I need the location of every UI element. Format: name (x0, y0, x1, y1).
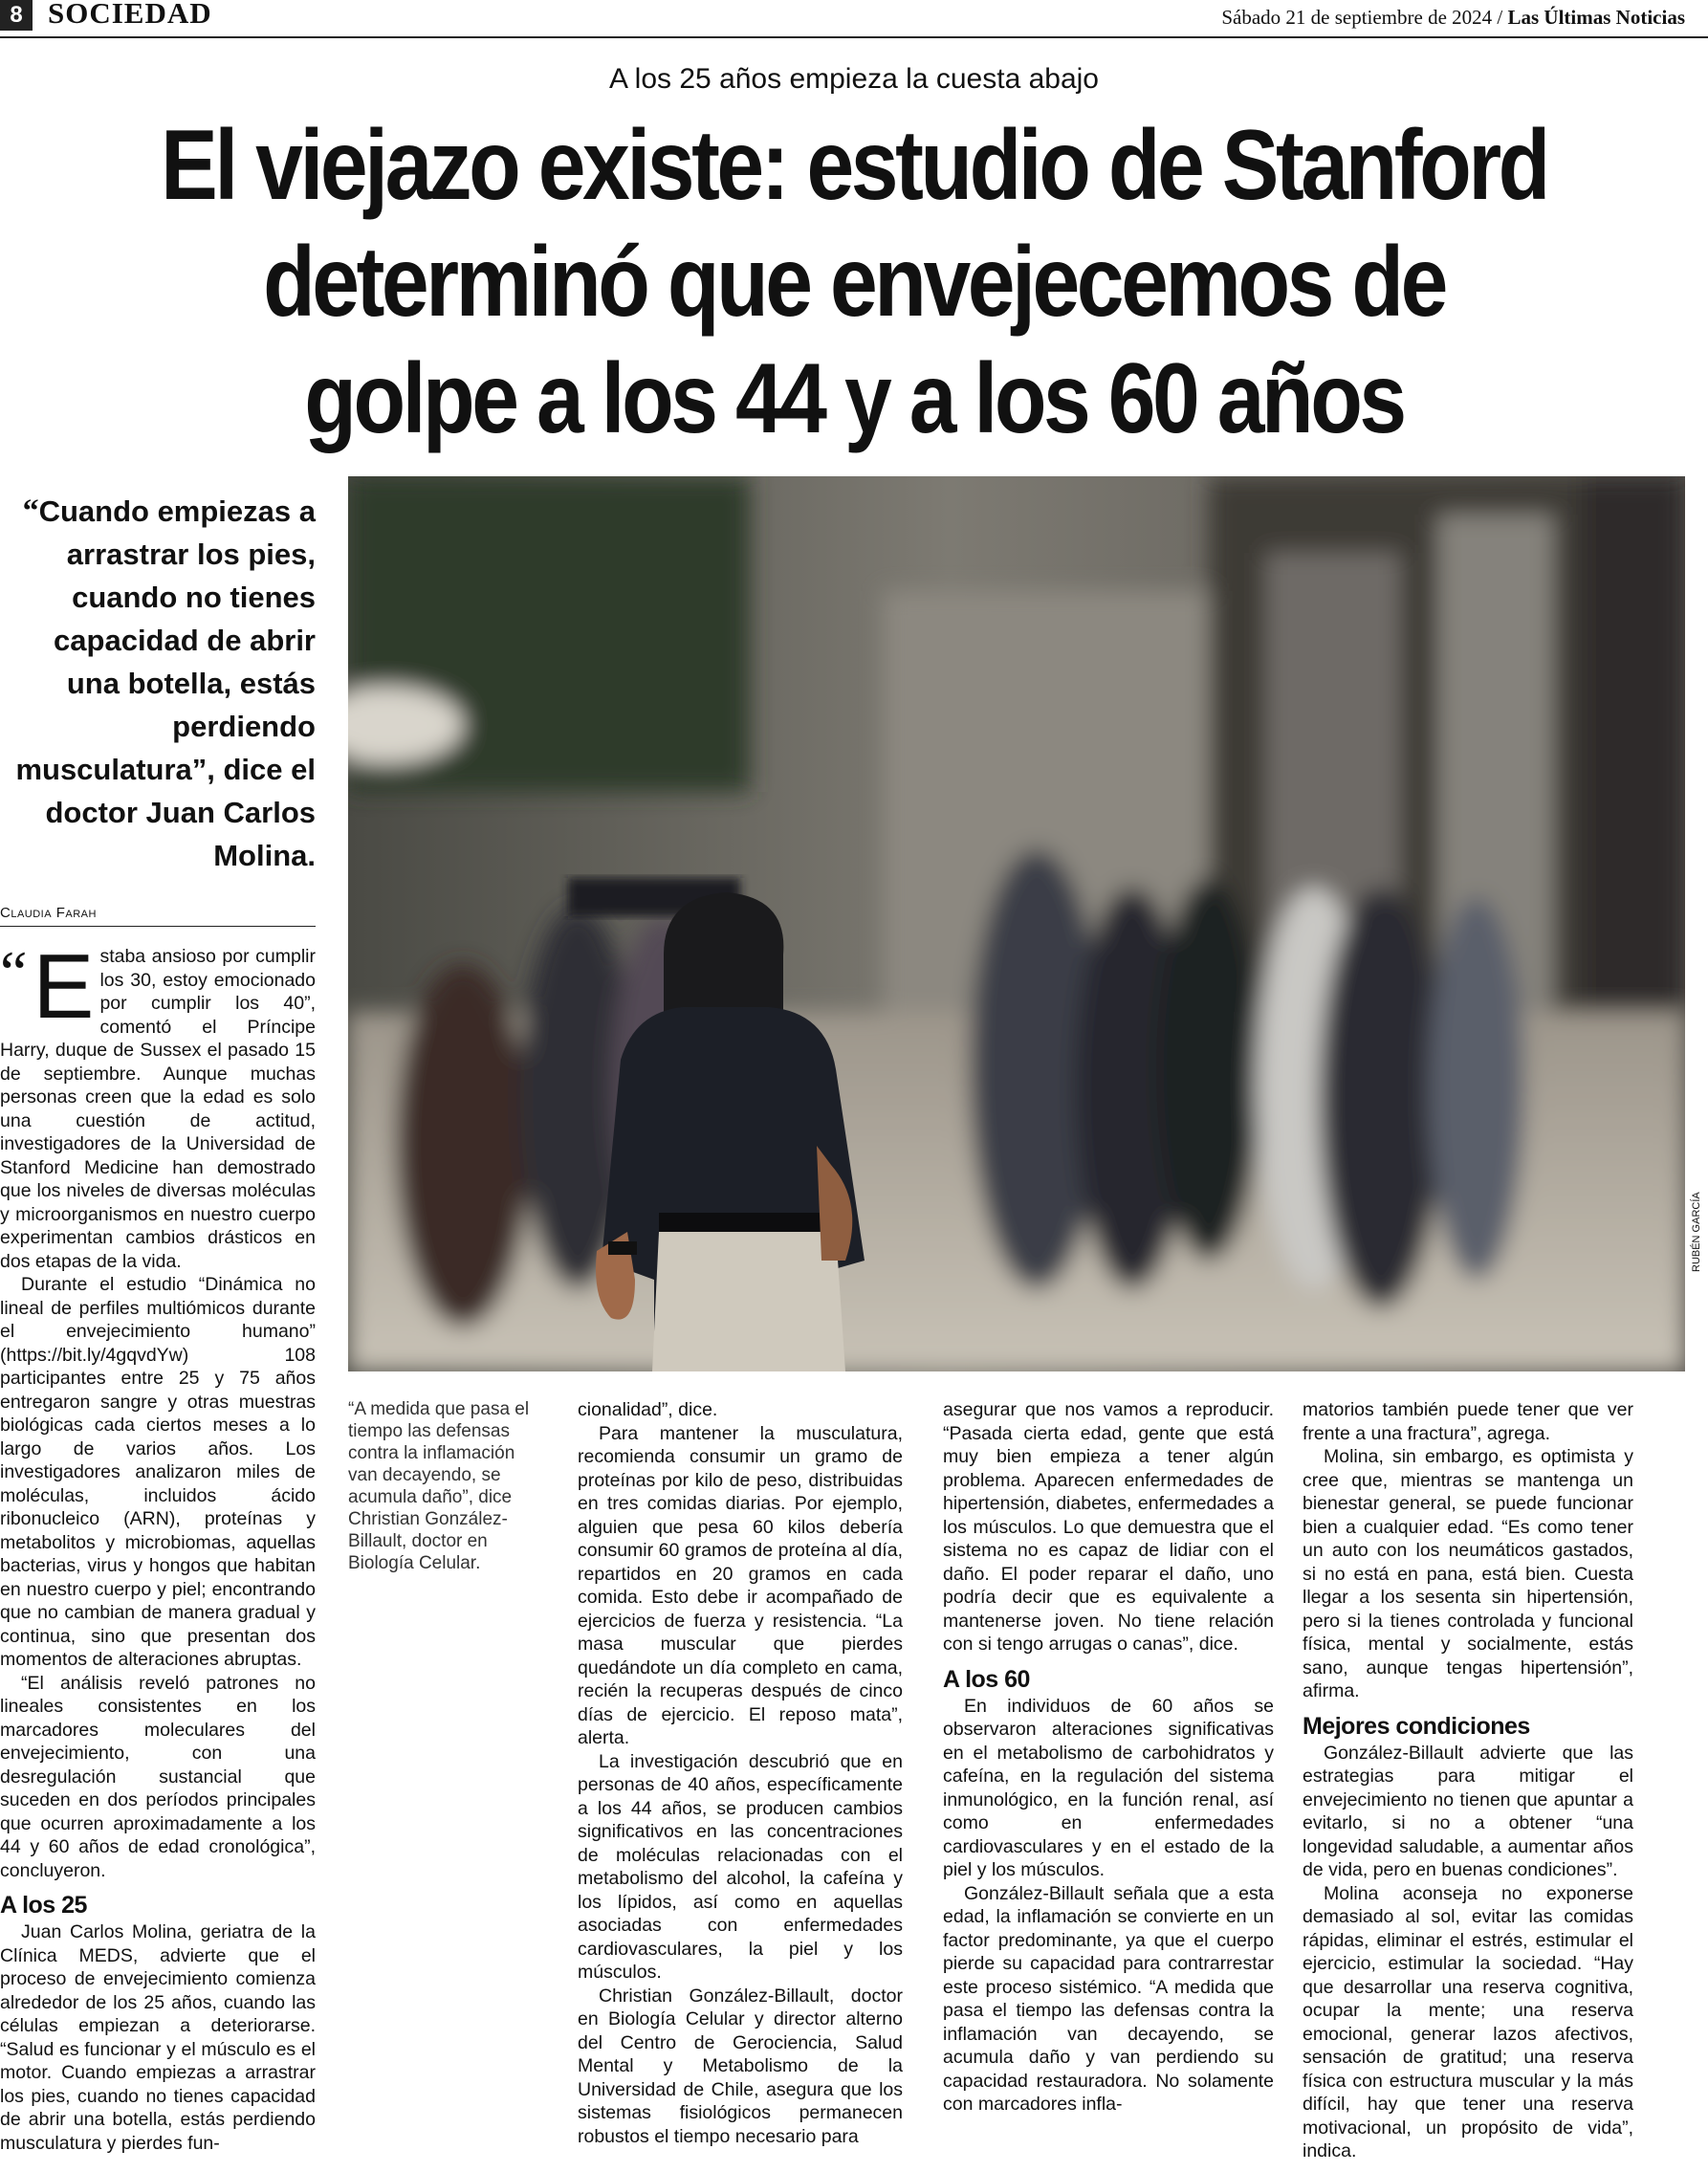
subhead: A los 25 (0, 1892, 87, 1919)
subhead: Mejores condiciones (1303, 1712, 1530, 1740)
paragraph: Durante el estudio “Dinámica no lineal de perfiles multiómicos durante el envejecimiento humano” (https://bit.ly/4gqvdYw) 108 participantes entre 25 y 75 años entregaron sangre y otras muestras biológicas cada ciertos meses a lo largo de varios años. Los investigadores analizaron miles de moléculas, incluidos ácido ribonucleico (ARN), proteínas y metabolitos y microbiomas, aquellas bacterias, virus y hongos que habitan en nuestro cuerpo y piel; encontrando que no cambian de manera gradual y continua, sino que presentan dos momentos de alteraciones abruptas. (0, 1274, 316, 1670)
dateline (1221, 6, 1685, 30)
page-number: 8 (0, 0, 33, 31)
photo-credit: RUBÉN GARCÍA (1691, 1192, 1702, 1272)
paragraph: “El análisis reveló patrones no lineales consistentes en los marcadores moleculares del envejecimiento, con una desregulación sustancial que suceden en dos períodos principales que ocurren aproximadamente a los 44 y 60 años de edad cronológica”, concluyeron. (0, 1672, 316, 1881)
issue-date: Sábado 21 de septiembre de 2024 / (1221, 6, 1503, 29)
paragraph: González-Billault señala que a esta edad, la inflamación se convierte en un factor predominante, ya que el cuerpo pierde su capacidad para contrarrestar este proceso sistémico. “A medida que pasa el tiempo las defensas contra la inflamación van decayendo, se acumula daño y van perdiendo su capacidad restauradora. No solamente con marcadores infla- (943, 1882, 1274, 2115)
paragraph-text: staba ansioso por cumplir los 30, estoy emocionado por cumplir los 40”, comentó el Príncipe Harry, duque de Sussex el pasado 15 de septiembre. Aunque muchas personas creen que la edad es solo una cuestión de actitud, investigadores de la Universidad de Stanford Medicine han demostrado que los niveles de diversas moléculas y microorganismos en nuestro cuerpo experimentan cambios drásticos en dos etapas de la vida. (0, 946, 316, 1272)
article-column-1 (0, 935, 316, 2155)
paragraph: matorios también puede tener que ver frente a una fractura”, agrega. (1303, 1399, 1633, 1444)
header-rule (0, 36, 1708, 38)
lead-paragraph (0, 935, 316, 1273)
paragraph: La investigación descubrió que en personas de 40 años, específicamente a los 44 años, se producen cambios significativos en las concentraciones de moléculas relacionadas con el metabolismo del alcohol, la cafeína y los lípidos, así como en aquellas asociadas con enfermedades cardiovasculares, la piel y los músculos. (578, 1750, 903, 1983)
pull-quote (0, 490, 316, 877)
drop-quote: “ (0, 938, 28, 1006)
paragraph: cionalidad”, dice. (578, 1399, 718, 1420)
photo-illustration (348, 476, 1685, 1371)
newspaper-name: Las Últimas Noticias (1507, 6, 1685, 29)
paragraph: Molina aconseja no exponerse demasiado al sol, evitar las comidas rápidas, eliminar el estrés, estimular el ejercicio, estimular la sociedad. “Hay que desarrollar una reserva cognitiva, ocupar la mente; una reserva emocional, generar lazos afectivos, sensación de gratitud; una reserva física con estructura muscular y la más difícil, hay que tener una reserva motivacional, un propósito de vida”, indica. (1303, 1882, 1633, 2161)
headline-line: determinó que envejecemos de (263, 227, 1445, 338)
caption-text: “A medida que pasa el tiempo las defensas contra la inflamación van decayendo, se acumula daño”, dice Christian González-Billault, doctor en Biología Celular. (348, 1399, 530, 1573)
headline (152, 107, 1555, 457)
paragraph: En individuos de 60 años se observaron alteraciones significativas en el metabolismo de carbohidratos y cafeína, en la regulación del sistema inmunológico, en la función renal, así como en enfermedades cardiovasculares y en el estado de la piel y los músculos. (943, 1695, 1274, 1880)
paragraph: González-Billault advierte que las estrategias para mitigar el envejecimiento no tienen que apuntar a evitarlo, si no a obtener “una longevidad saludable, a aumentar años de vida, pero en buenas condiciones”. (1303, 1742, 1633, 1880)
pull-quote-text: Cuando empiezas a arrastrar los pies, cuando no tienes capacidad de abrir una botella, estás perdiendo musculatura”, dice el doctor Juan Carlos Molina. (15, 494, 316, 872)
photo-caption (348, 1398, 539, 1574)
paragraph: asegurar que nos vamos a reproducir. “Pasada cierta edad, gente que está muy bien empieza a tener algún problema. Aparecen enfermedades de hipertensión, diabetes, enfermedades a los músculos. Lo que demuestra que el sistema no es capaz de lidiar con el daño. El poder reparar el daño, uno podría decir que es equivalente a mantenerse joven. No tiene relación con si tengo arrugas o canas”, dice. (943, 1399, 1274, 1655)
headline-line: golpe a los 44 y a los 60 años (304, 343, 1404, 454)
article-column-2 (578, 1398, 903, 2148)
drop-cap: E (33, 935, 95, 1038)
paragraph: Christian González-Billault, doctor en Biología Celular y director alterno del Centro de Gerociencia, Salud Mental y Metabolismo de la Universidad de Chile, asegura que los sistemas fisiológicos permanecen robustos el tiempo necesario para (578, 1985, 903, 2147)
paragraph: Molina, sin embargo, es optimista y cree que, mientras se mantenga un bienestar general, se puede funcionar bien a cualquier edad. “Es como tener un auto con los neumáticos gastados, si no está en pana, está bien. Cuesta llegar a los sesenta sin hipertensión, pero si la tienes controlada y funcional física, mental y socialmente, estás sano, aunque tengas hipertensión”, afirma. (1303, 1446, 1633, 1701)
byline-rule (0, 926, 316, 927)
paragraph: Para mantener la musculatura, recomienda consumir un gramo de proteínas por kilo de peso, distribuidas en tres comidas diarias. Por ejemplo, alguien que pesa 60 kilos debería consumir 60 gramos de proteína al día, repartidos en 20 gramos en cada comida. Esto debe ir acompañado de ejercicios de fuerza y resistencia. “La masa muscular que pierdes quedándote un día completo en cama, recién la recuperas después de cinco días de ejercicio. El reposo mata”, alerta. (578, 1422, 903, 1748)
byline: Claudia Farah (0, 905, 97, 921)
headline-line: El viejazo existe: estudio de Stanford (161, 110, 1547, 221)
quote-mark: “ (22, 494, 39, 529)
article-photo (348, 476, 1685, 1371)
kicker: A los 25 años empieza la cuesta abajo (608, 63, 1099, 95)
article-column-3 (943, 1398, 1274, 2117)
paragraph: Juan Carlos Molina, geriatra de la Clínica MEDS, advierte que el proceso de envejecimiento comienza alrededor de los 25 años, cuando las células empiezan a deteriorarse. “Salud es funcionar y el músculo es el motor. Cuando empiezas a arrastrar los pies, cuando no tienes capacidad de abrir una botella, estás perdiendo musculatura y pierdes fun- (0, 1921, 316, 2154)
section-title: SOCIEDAD (48, 0, 212, 30)
article-column-4 (1303, 1398, 1633, 2163)
subhead: A los 60 (943, 1665, 1030, 1693)
